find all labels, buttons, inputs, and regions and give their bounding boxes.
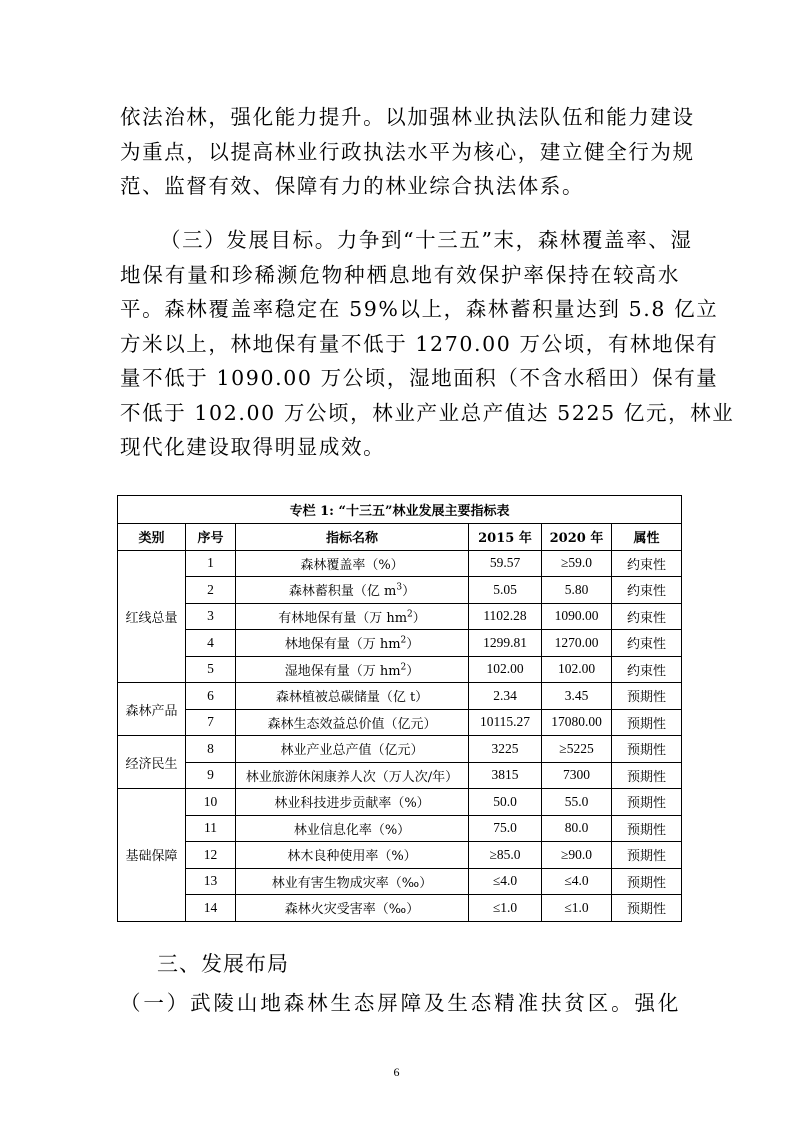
attribute-cell: 约束性 [612,550,682,577]
header-attribute: 属性 [612,524,682,551]
number-cell: 3 [186,603,236,630]
number-cell: 14 [186,895,236,922]
value-2015-cell: ≤1.0 [469,895,542,922]
value-2015-cell: 59.57 [469,550,542,577]
indicator-name-text: 森林生态效益总价值（亿元） [267,716,437,732]
indicator-name-text: 森林覆盖率（%） [300,557,404,573]
attribute-cell: 预期性 [612,895,682,922]
value-2015-cell: 1102.28 [469,603,542,630]
value-2020-cell: 55.0 [542,789,612,816]
indicator-name-suffix: ） [412,610,426,626]
value-2020-cell: 1090.00 [542,603,612,630]
section-heading: 三、发展布局 [157,952,289,976]
number-cell: 1 [186,550,236,577]
table-row [118,789,682,816]
unit-superscript: 2 [400,635,407,646]
table-row [118,603,682,630]
category-cell: 森林产品 [118,683,186,736]
table-row [118,895,682,922]
paragraph-wuling-region [120,986,680,1021]
indicator-name-text: 有林地保有量（万 hm [278,610,408,626]
indicator-table [117,495,682,922]
value-2020-cell: 17080.00 [542,709,612,736]
header-category: 类别 [118,524,186,551]
indicator-name-cell [236,762,469,789]
number-cell: 11 [186,815,236,842]
number-cell: 9 [186,762,236,789]
header-2015: 2015 年 [469,524,542,551]
number-cell: 7 [186,709,236,736]
attribute-cell: 预期性 [612,736,682,763]
indicator-name-cell [236,709,469,736]
number-cell: 10 [186,789,236,816]
attribute-cell: 约束性 [612,603,682,630]
table-caption: 专栏 1: “十三五”林业发展主要指标表 [118,496,682,524]
number-cell: 5 [186,656,236,683]
indicator-name-text: 林业信息化率（%） [293,822,411,838]
attribute-cell: 约束性 [612,577,682,604]
attribute-cell: 约束性 [612,630,682,657]
number-cell: 12 [186,842,236,869]
indicator-name-text: 湿地保有量（万 hm [284,663,401,679]
value-2020-cell: 80.0 [542,815,612,842]
indicator-name-text: 森林蓄积量（亿 m [288,584,397,600]
indicator-name-text: 林业科技进步贡献率（%） [274,796,430,812]
indicator-name-text: 林木良种使用率（%） [287,849,417,865]
value-2020-cell: 5.80 [542,577,612,604]
value-2015-cell: 3225 [469,736,542,763]
value-2020-cell: ≤1.0 [542,895,612,922]
attribute-cell: 预期性 [612,683,682,710]
indicator-name-text: 林业有害生物成灾率（‰） [271,875,433,891]
attribute-cell: 预期性 [612,789,682,816]
value-2015-cell: 1299.81 [469,630,542,657]
value-2015-cell: 50.0 [469,789,542,816]
table-row [118,842,682,869]
indicator-name-cell [236,656,469,683]
value-2020-cell: 1270.00 [542,630,612,657]
attribute-cell: 预期性 [612,815,682,842]
value-2020-cell: 102.00 [542,656,612,683]
indicator-name-text: 林业旅游休闲康养人次（万人次/年） [245,769,459,785]
indicator-name-suffix: ） [406,663,420,679]
attribute-cell: 预期性 [612,868,682,895]
indicator-name-suffix: ） [406,637,420,653]
table-row [118,815,682,842]
attribute-cell: 预期性 [612,709,682,736]
unit-superscript: 2 [407,609,413,620]
text-line: 不低于 102.00 万公顷，林业产业总产值达 5225 亿元，林业 [120,400,735,425]
indicator-name-cell [236,895,469,922]
indicator-name-cell [236,603,469,630]
header-number: 序号 [186,524,236,551]
table-row [118,868,682,895]
value-2015-cell: 5.05 [469,577,542,604]
text-line: 地保有量和珍稀濒危物种栖息地有效保护率保持在较高水 [120,262,680,287]
table-row [118,656,682,683]
indicator-name-text: 林地保有量（万 hm [284,637,401,653]
indicator-name-cell [236,789,469,816]
table-row [118,683,682,710]
attribute-cell: 约束性 [612,656,682,683]
category-cell: 基础保障 [118,789,186,922]
number-cell: 13 [186,868,236,895]
table-row [118,762,682,789]
value-2020-cell: ≥90.0 [542,842,612,869]
table-body [118,550,682,921]
value-2020-cell: 3.45 [542,683,612,710]
indicator-name-cell [236,550,469,577]
text-line: （一）武陵山地森林生态屏障及生态精准扶贫区。强化 [120,991,680,1015]
indicator-name-text: 森林火灾受害率（‰） [284,902,420,918]
text-line: 为重点，以提高林业行政执法水平为核心，建立健全行为规 [120,139,695,164]
header-2020: 2020 年 [542,524,612,551]
indicator-name-text: 森林植被总碳储量（亿 t） [275,690,429,706]
number-cell: 8 [186,736,236,763]
indicator-name-cell [236,868,469,895]
text-line: 现代化建设取得明显成效。 [120,435,386,459]
table-row [118,550,682,577]
number-cell: 6 [186,683,236,710]
value-2020-cell: 7300 [542,762,612,789]
category-cell: 经济民生 [118,736,186,789]
value-2020-cell: ≥59.0 [542,550,612,577]
value-2015-cell: 2.34 [469,683,542,710]
text-line: 范、监督有效、保障有力的林业综合执法体系。 [120,174,585,198]
text-line: 平。森林覆盖率稳定在 59%以上，森林蓄积量达到 5.8 亿立 [120,297,719,321]
indicator-name-text: 林业产业总产值（亿元） [280,743,424,759]
table-row [118,736,682,763]
indicator-name-cell [236,815,469,842]
text-line: （三）发展目标。力争到“十三五”末，森林覆盖率、湿 [160,228,693,252]
value-2015-cell: 3815 [469,762,542,789]
table-row [118,630,682,657]
table-row [118,577,682,604]
unit-superscript: 2 [400,662,407,673]
indicator-name-cell [236,842,469,869]
attribute-cell: 预期性 [612,762,682,789]
text-line: 依法治林，强化能力提升。以加强林业执法队伍和能力建设 [120,105,695,129]
unit-superscript: 3 [396,582,403,593]
table-header-row [118,524,682,551]
paragraph-development-goals [120,223,735,465]
indicator-name-suffix: ） [402,584,416,600]
value-2015-cell: 10115.27 [469,709,542,736]
indicator-name-cell [236,577,469,604]
indicator-name-cell [236,683,469,710]
value-2015-cell: ≥85.0 [469,842,542,869]
header-indicator-name: 指标名称 [236,524,469,551]
page-number: 6 [393,1065,400,1079]
indicator-name-cell [236,630,469,657]
value-2020-cell: ≤4.0 [542,868,612,895]
text-line: 方米以上，林地保有量不低于 1270.00 万公顷，有林地保有 [120,331,719,356]
paragraph-law-enforcement [120,100,695,204]
category-cell: 红线总量 [118,550,186,683]
value-2020-cell: ≥5225 [542,736,612,763]
number-cell: 4 [186,630,236,657]
indicator-name-cell [236,736,469,763]
value-2015-cell: 102.00 [469,656,542,683]
table-row [118,709,682,736]
text-line: 量不低于 1090.00 万公顷，湿地面积（不含水稻田）保有量 [120,366,719,390]
attribute-cell: 预期性 [612,842,682,869]
value-2015-cell: ≤4.0 [469,868,542,895]
number-cell: 2 [186,577,236,604]
value-2015-cell: 75.0 [469,815,542,842]
